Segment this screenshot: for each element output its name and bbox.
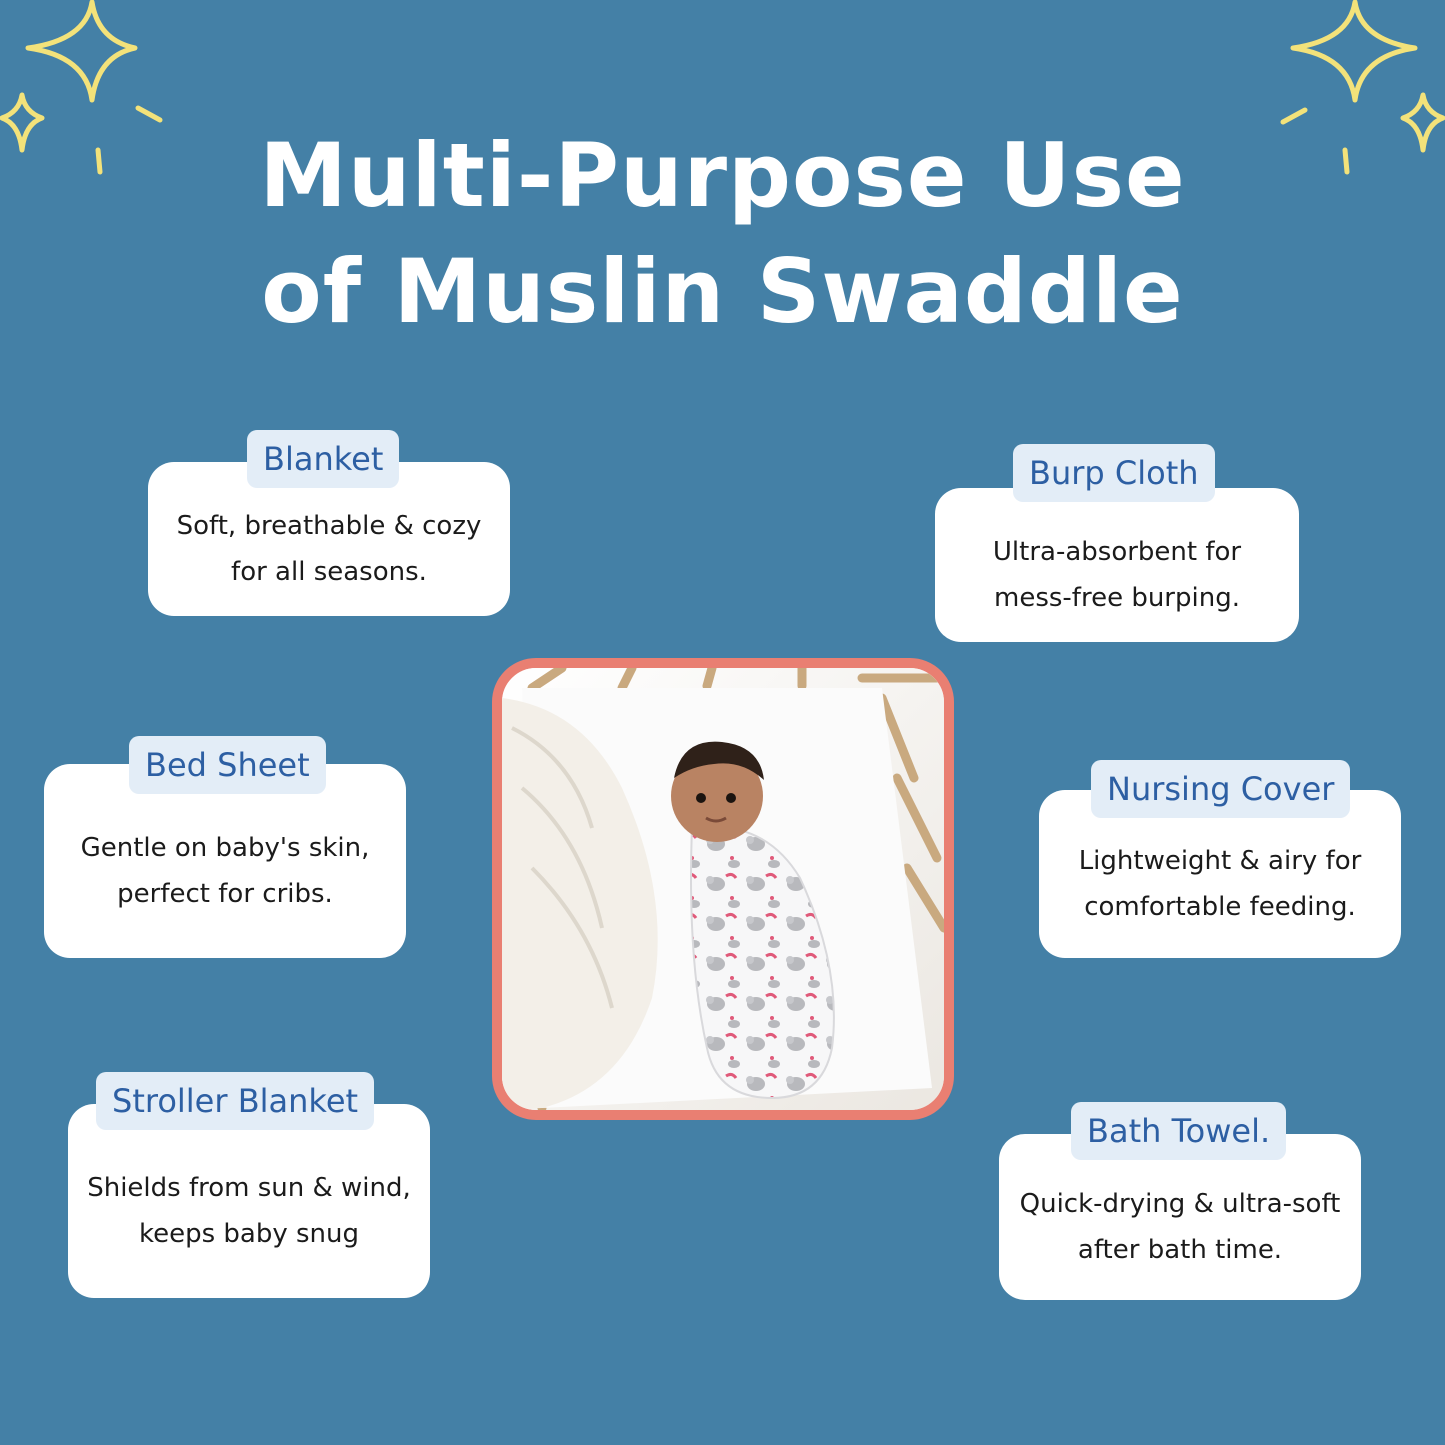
title-line-1: Multi-Purpose Use	[259, 124, 1186, 227]
page-title	[0, 118, 1445, 350]
use-card-stroller-blanket	[68, 1104, 430, 1298]
use-label-bed-sheet: Bed Sheet	[129, 736, 326, 794]
use-label-bath-towel: Bath Towel.	[1071, 1102, 1286, 1160]
use-description: Quick-drying & ultra-soft after bath time.	[1019, 1189, 1341, 1265]
use-label-stroller-blanket: Stroller Blanket	[96, 1072, 374, 1130]
use-description: Ultra-absorbent for mess-free burping.	[992, 537, 1242, 613]
use-description: Soft, breathable & cozy for all seasons.	[176, 511, 482, 587]
use-label-nursing-cover: Nursing Cover	[1091, 760, 1350, 818]
baby-photo-illustration	[502, 668, 944, 1110]
use-description: Lightweight & airy for comfortable feeding.	[1078, 846, 1362, 922]
use-card-burp-cloth	[935, 488, 1299, 642]
baby-in-crib-photo	[492, 658, 954, 1120]
use-label-blanket: Blanket	[247, 430, 399, 488]
use-description: Gentle on baby's skin, perfect for cribs.	[80, 833, 370, 909]
title-line-2: of Muslin Swaddle	[261, 240, 1184, 343]
use-label-burp-cloth: Burp Cloth	[1013, 444, 1215, 502]
use-description: Shields from sun & wind, keeps baby snug	[87, 1173, 411, 1249]
